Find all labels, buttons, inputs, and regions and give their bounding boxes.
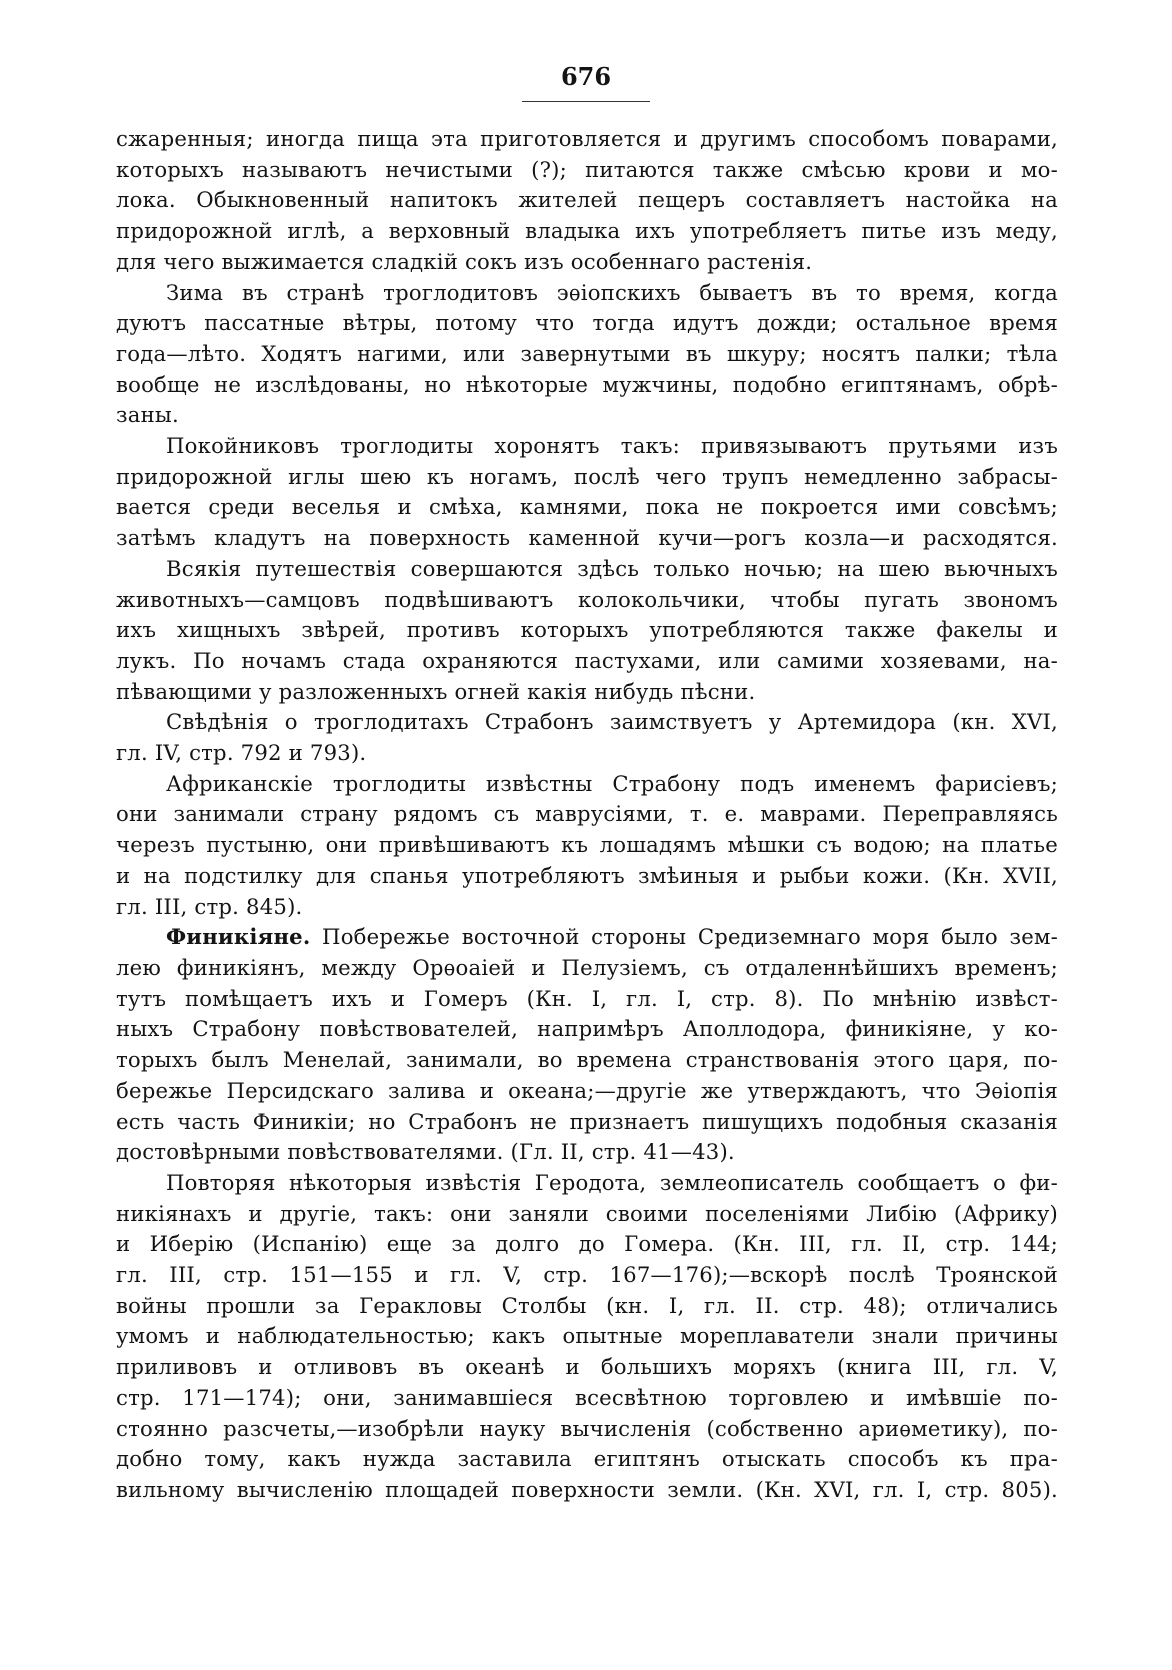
text-line: бережье Персидскаго залива и океана;—другіе же утверждаютъ, что Эѳіопія [116, 1077, 1058, 1103]
text-line: есть часть Финикіи; но Страбонъ не признаетъ пишущихъ подобныя сказанія [116, 1108, 1058, 1134]
text-line: стр. 171—174); они, занимавшіеся всесвѣтною торговлею и имѣвшіе по- [116, 1384, 1058, 1410]
section-lead: Финикіяне. [166, 924, 311, 950]
paragraph [116, 707, 1058, 768]
text-line: животныхъ—самцовъ подвѣшиваютъ колокольчики, чтобы пугать звономъ [116, 586, 1058, 612]
text-line: лею финикіянъ, между Орѳоаіей и Пелузіемъ, съ отдаленнѣйшихъ временъ; [116, 954, 1058, 980]
body-text [116, 124, 1058, 1506]
text-line: умомъ и наблюдательностью; какъ опытные мореплаватели знали причины [116, 1323, 1058, 1349]
text-line: пѣвающими у разложенныхъ огней какія нибудь пѣсни. [116, 678, 756, 704]
text-line: заны. [116, 402, 179, 428]
text-line: придорожной иглы шею къ ногамъ, послѣ чего трупъ немедленно забрасы- [116, 463, 1058, 489]
paragraph [116, 278, 1058, 432]
text-line: вильному вычисленію площадей поверхности земли. (Кн. XVI, гл. I, стр. 805). [116, 1476, 1058, 1502]
text-line: торыхъ былъ Менелай, занимали, во времена странствованія этого царя, по- [116, 1047, 1058, 1073]
paragraph [116, 769, 1058, 923]
text-line: Африканскіе троглодиты извѣстны Страбону подъ именемъ фарисіевъ; [166, 770, 1058, 796]
text-line: Зима въ странѣ троглодитовъ эѳіопскихъ бываетъ въ то время, когда [166, 279, 1058, 305]
text-line: Повторяя нѣкоторыя извѣстія Геродота, землеописатель сообщаетъ о фи- [166, 1169, 1058, 1195]
text-line-with-lead [116, 922, 1058, 953]
text-line: стоянно разсчеты,—изобрѣли науку вычисленія (собственно ариѳметику), по- [116, 1415, 1058, 1441]
text-line: которыхъ называютъ нечистыми (?); питаются также смѣсью крови и мо- [116, 156, 1058, 182]
text-line: черезъ пустыню, они привѣшиваютъ къ лошадямъ мѣшки съ водою; на платье [116, 832, 1058, 858]
text-line: Всякія путешествія совершаются здѣсь только ночью; на шею вьючныхъ [166, 555, 1058, 581]
text-line: для чего выжимается сладкій сокъ изъ особеннаго растенія. [116, 248, 813, 274]
text-line: никіянахъ и другіе, такъ: они заняли своими поселеніями Либію (Африку) [116, 1200, 1058, 1226]
text-line: Покойниковъ троглодиты хоронятъ такъ: привязываютъ прутьями изъ [166, 433, 1058, 459]
text-line: дуютъ пассатные вѣтры, потому что тогда идутъ дожди; остальное время [116, 310, 1058, 336]
text-line: года—лѣто. Ходятъ нагими, или завернутыми въ шкуру; носятъ палки; тѣла [116, 340, 1058, 366]
text-line: придорожной иглѣ, а верховный владыка ихъ употребляетъ питье изъ меду, [116, 218, 1058, 244]
text-line: лукъ. По ночамъ стада охраняются пастухами, или самими хозяевами, на- [116, 647, 1058, 673]
text-line: гл. III, стр. 151—155 и гл. V, стр. 167—176);—вскорѣ послѣ Троянской [116, 1262, 1058, 1288]
text-line: и на подстилку для спанья употребляютъ змѣиныя и рыбьи кожи. (Кн. XVII, [116, 862, 1058, 888]
page-number-rule [522, 101, 650, 102]
text-line: затѣмъ кладутъ на поверхность каменной кучи—рогъ козла—и расходятся. [116, 525, 1058, 551]
text-line: вообще не изслѣдованы, но нѣкоторые мужчины, подобно египтянамъ, обрѣ- [116, 371, 1058, 397]
text-line: войны прошли за Геракловы Столбы (кн. I, гл. II. стр. 48); отличались [116, 1292, 1058, 1318]
paragraph [116, 554, 1058, 708]
text-line: лока. Обыкновенный напитокъ жителей пещеръ составляетъ настойка на [116, 187, 1058, 213]
text-line: приливовъ и отливовъ въ океанѣ и большихъ моряхъ (книга III, гл. V, [116, 1354, 1058, 1380]
paragraph [116, 922, 1058, 1168]
text-line: сжаренныя; иногда пища эта приготовляется и другимъ способомъ поварами, [116, 126, 1058, 151]
text-line: добно тому, какъ нужда заставила египтянъ отыскать способъ къ пра- [116, 1446, 1058, 1472]
page-number: 676 [560, 62, 612, 91]
text-line-rest: Побережье восточной стороны Средиземнаго моря было зем- [310, 924, 1058, 950]
text-line: ныхъ Страбону повѣствователей, напримѣръ Аполлодора, финикіяне, у ко- [116, 1016, 1058, 1042]
text-line: вается среди веселья и смѣха, камнями, пока не покроется ими совсѣмъ; [116, 494, 1058, 520]
text-line: Свѣдѣнія о троглодитахъ Страбонъ заимствуетъ у Артемидора (кн. XVI, [166, 709, 1058, 735]
text-line: тутъ помѣщаетъ ихъ и Гомеръ (Кн. I, гл. I, стр. 8). По мнѣнію извѣст- [116, 985, 1058, 1011]
text-line: гл. III, стр. 845). [116, 893, 303, 919]
paragraph [116, 124, 1058, 278]
paragraph [116, 1168, 1058, 1506]
text-line: и Иберію (Испанію) еще за долго до Гомера. (Кн. III, гл. II, стр. 144; [116, 1231, 1058, 1257]
paragraph [116, 431, 1058, 554]
text-line: они занимали страну рядомъ съ маврусіями, т. е. маврами. Переправляясь [116, 801, 1058, 827]
text-line: достовѣрными повѣствователями. (Гл. II, стр. 41—43). [116, 1139, 735, 1165]
text-line: гл. IV, стр. 792 и 793). [116, 740, 367, 766]
text-line: ихъ хищныхъ звѣрей, противъ которыхъ употребляются также факелы и [116, 617, 1058, 643]
